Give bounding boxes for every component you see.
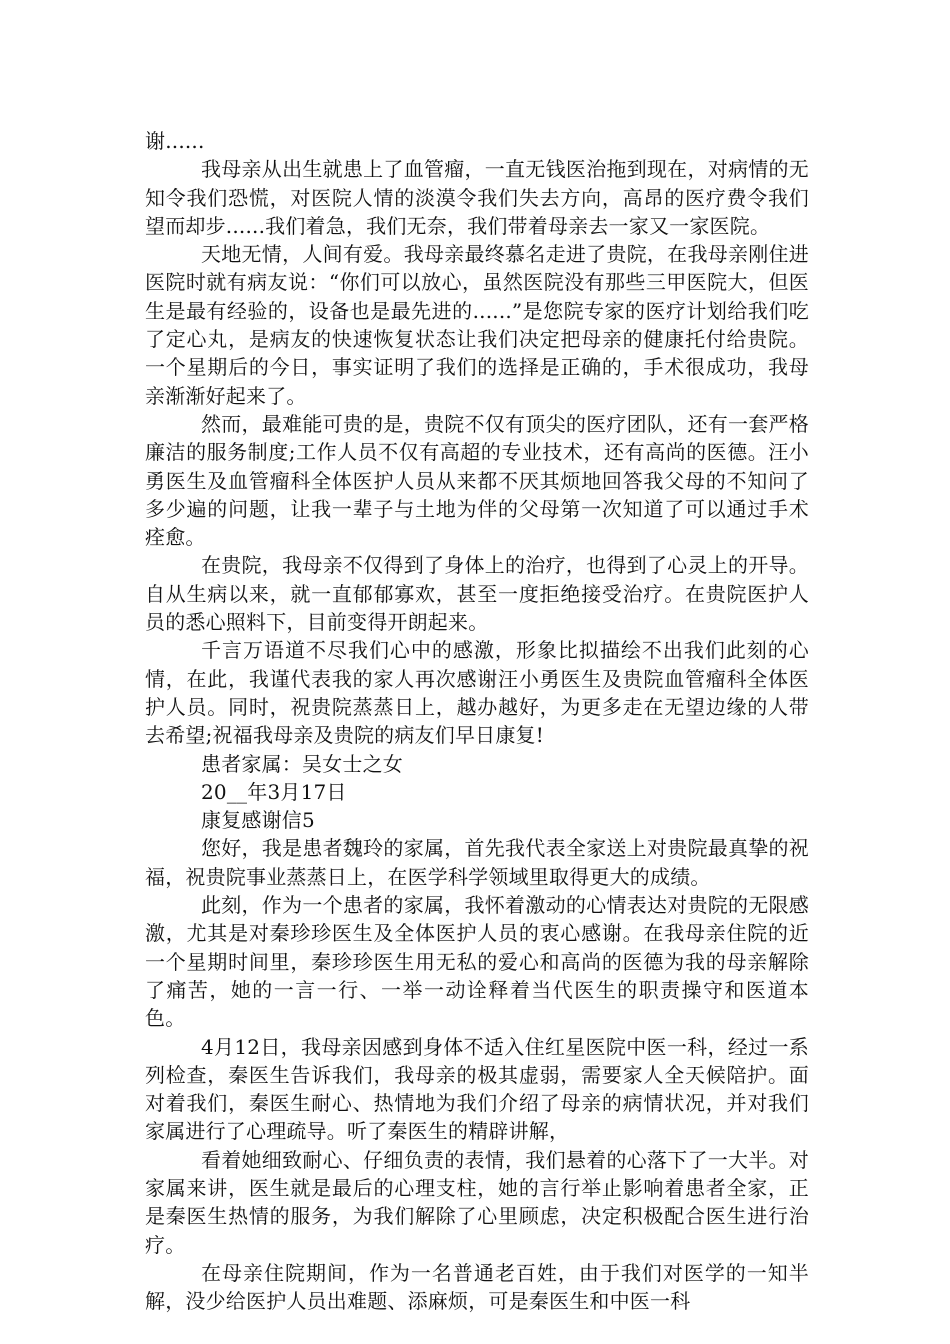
paragraph-2: 我母亲从出生就患上了血管瘤，一直无钱医治拖到现在，对病情的无知令我们恐慌，对医院人情的淡漠令我们失去方向，高昂的医疗费令我们望而却步......我们着急，我们无奈，我们带着母亲去一家又一家医院。 [145, 157, 809, 238]
paragraph-10: 看着她细致耐心、仔细负责的表情，我们悬着的心落下了一大半。对家属来讲，医生就是最后的心理支柱，她的言行举止影响着患者全家，正是秦医生热情的服务，为我们解除了心里顾虑，决定积极配合医生进行治疗。 [145, 1147, 809, 1257]
paragraph-5: 在贵院，我母亲不仅得到了身体上的治疗，也得到了心灵上的开导。自从生病以来，就一直郁郁寡欢，甚至一度拒绝接受治疗。在贵院医护人员的悉心照料下，目前变得开朗起来。 [145, 553, 809, 635]
paragraph-4: 然而，最难能可贵的是，贵院不仅有顶尖的医疗团队，还有一套严格廉洁的服务制度;工作人员不仅有高超的专业技术，还有高尚的医德。汪小勇医生及血管瘤科全体医护人员从来都不厌其烦地回答我父母的不知问了多少遍的问题，让我一辈子与土地为伴的父母第一次知道了可以通过手术痊愈。 [145, 411, 809, 550]
signature-line: 患者家属：吴女士之女 [201, 751, 403, 776]
paragraph-3: 天地无情，人间有爱。我母亲最终慕名走进了贵院，在我母亲刚住进医院时就有病友说：“你们可以放心，虽然医院没有那些三甲医院大，但医生是最有经验的，设备也是最先进的......”是您院专家的医疗计划给我们吃了定心丸，是病友的快速恢复状态让我们决定把母亲的健康托付给贵院。一个星期后的今日，事实证明了我们的选择是正确的，手术很成功，我母亲渐渐好起来了。 [145, 242, 809, 408]
paragraph-1: 谢...... [145, 129, 205, 153]
paragraph-9: 4月12日，我母亲因感到身体不适入住红星医院中医一科，经过一系列检查，秦医生告诉我们，我母亲的极其虚弱，需要家人全天候陪护。面对着我们，秦医生耐心、热情地为我们介绍了母亲的病情状况，并对我们家属进行了心理疏导。听了秦医生的精辟讲解， [145, 1034, 809, 1144]
section-title: 康复感谢信5 [201, 808, 315, 833]
paragraph-7: 您好，我是患者魏玲的家属，首先我代表全家送上对贵院最真挚的祝福，祝贵院事业蒸蒸日上，在医学科学领域里取得更大的成绩。 [145, 836, 809, 889]
date-line: 20__年3月17日 [201, 779, 347, 804]
paragraph-6: 千言万语道不尽我们心中的感激，形象比拟描绘不出我们此刻的心情，在此，我谨代表我的家人再次感谢汪小勇医生及贵院血管瘤科全体医护人员。同时，祝贵院蒸蒸日上，越办越好，为更多走在无望边缘的人带去希望;祝福我母亲及贵院的病友们早日康复! [145, 638, 809, 748]
paragraph-8: 此刻，作为一个患者的家属，我怀着激动的心情表达对贵院的无限感激，尤其是对秦珍珍医生及全体医护人员的衷心感谢。在我母亲住院的近一个星期时间里，秦珍珍医生用无私的爱心和高尚的医德为我的母亲解除了痛苦，她的一言一行、一举一动诠释着当代医生的职责操守和医道本色。 [145, 893, 809, 1031]
paragraph-11: 在母亲住院期间，作为一名普通老百姓，由于我们对医学的一知半解，没少给医护人员出难题、添麻烦，可是秦医生和中医一科 [145, 1260, 809, 1314]
document-body [145, 127, 809, 1315]
